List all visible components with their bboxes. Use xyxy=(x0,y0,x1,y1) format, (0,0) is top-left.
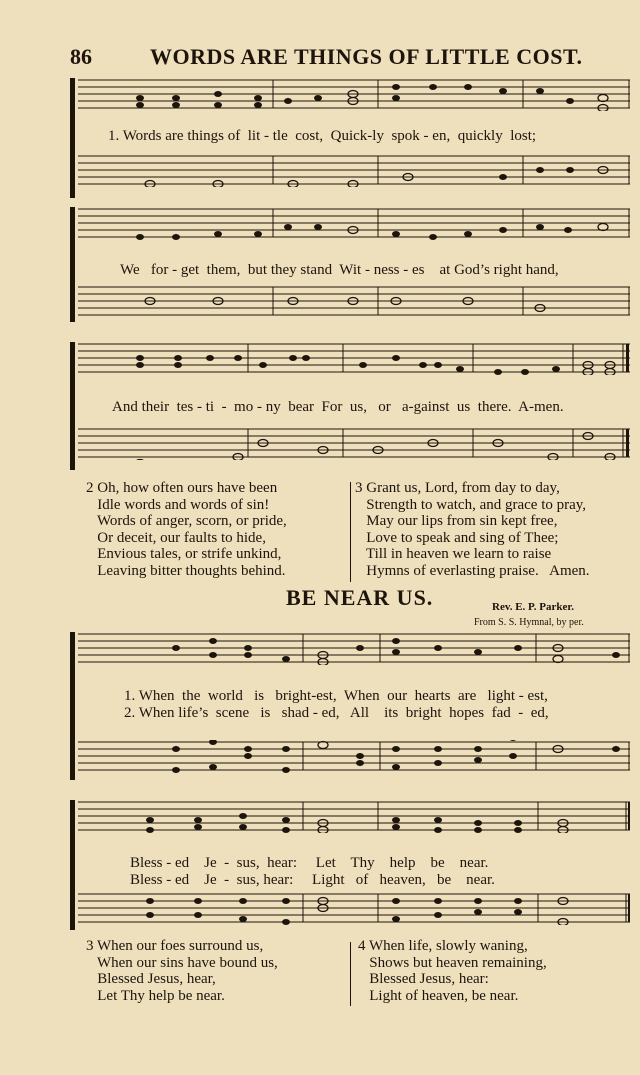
treble-staff xyxy=(78,78,630,111)
verse-3: 3 Grant us, Lord, from day to day, Strength to watch, and grace to pray, May our lips from sin kept free, Love to speak and sing of Thee; Till in heaven we learn to raise Hymns of everlasting praise. Amen. xyxy=(355,480,590,579)
lyric-line: 1. When the world is bright-est, When our hearts are light - est, xyxy=(124,688,548,704)
system-brace xyxy=(70,800,75,930)
author-credit: Rev. E. P. Parker. xyxy=(492,601,574,613)
treble-staff xyxy=(78,342,630,375)
source-credit: From S. S. Hymnal, by per. xyxy=(474,617,584,628)
bass-staff xyxy=(78,892,630,925)
verse-3: 3 When our foes surround us, When our sins have bound us, Blessed Jesus, hear, Let Thy help be near. xyxy=(86,938,278,1004)
bass-staff xyxy=(78,285,630,318)
verse-divider xyxy=(350,482,351,582)
system-brace xyxy=(70,78,75,198)
verse-4: 4 When life, slowly waning, Shows but heaven remaining, Blessed Jesus, hear: Light of heaven, be near. xyxy=(358,938,547,1004)
system-brace xyxy=(70,207,75,322)
bass-staff xyxy=(78,740,630,773)
treble-staff xyxy=(78,800,630,833)
treble-staff xyxy=(78,632,630,665)
verse-divider xyxy=(350,942,351,1006)
bass-staff xyxy=(78,154,630,187)
lyric-line: And their tes - ti - mo - ny bear For us, or a-gainst us there. A-men. xyxy=(112,399,564,415)
treble-staff xyxy=(78,207,630,240)
page-number: 86 xyxy=(70,44,92,69)
lyric-line: Bless - ed Je - sus, hear: Light of heaven, be near. xyxy=(130,872,495,888)
lyric-line: We for - get them, but they stand Wit - ness - es at God’s right hand, xyxy=(120,262,559,278)
system-brace xyxy=(70,342,75,470)
lyric-line: 1. Words are things of lit - tle cost, Quick-ly spok - en, quickly lost; xyxy=(108,128,537,144)
hymn-title: BE NEAR US. xyxy=(286,585,434,610)
verse-2: 2 Oh, how often ours have been Idle words and words of sin! Words of anger, scorn, or pride, Or deceit, our faults to hide, Envious tales, or strife unkind, Leaving bitter thoughts behind. xyxy=(86,480,287,579)
system-brace xyxy=(70,632,75,780)
lyric-line: 2. When life’s scene is shad - ed, All its bright hopes fad - ed, xyxy=(124,705,549,721)
bass-staff xyxy=(78,427,630,460)
lyric-line: Bless - ed Je - sus, hear: Let Thy help be near. xyxy=(130,855,489,871)
hymn-title: WORDS ARE THINGS OF LITTLE COST. xyxy=(150,44,583,69)
